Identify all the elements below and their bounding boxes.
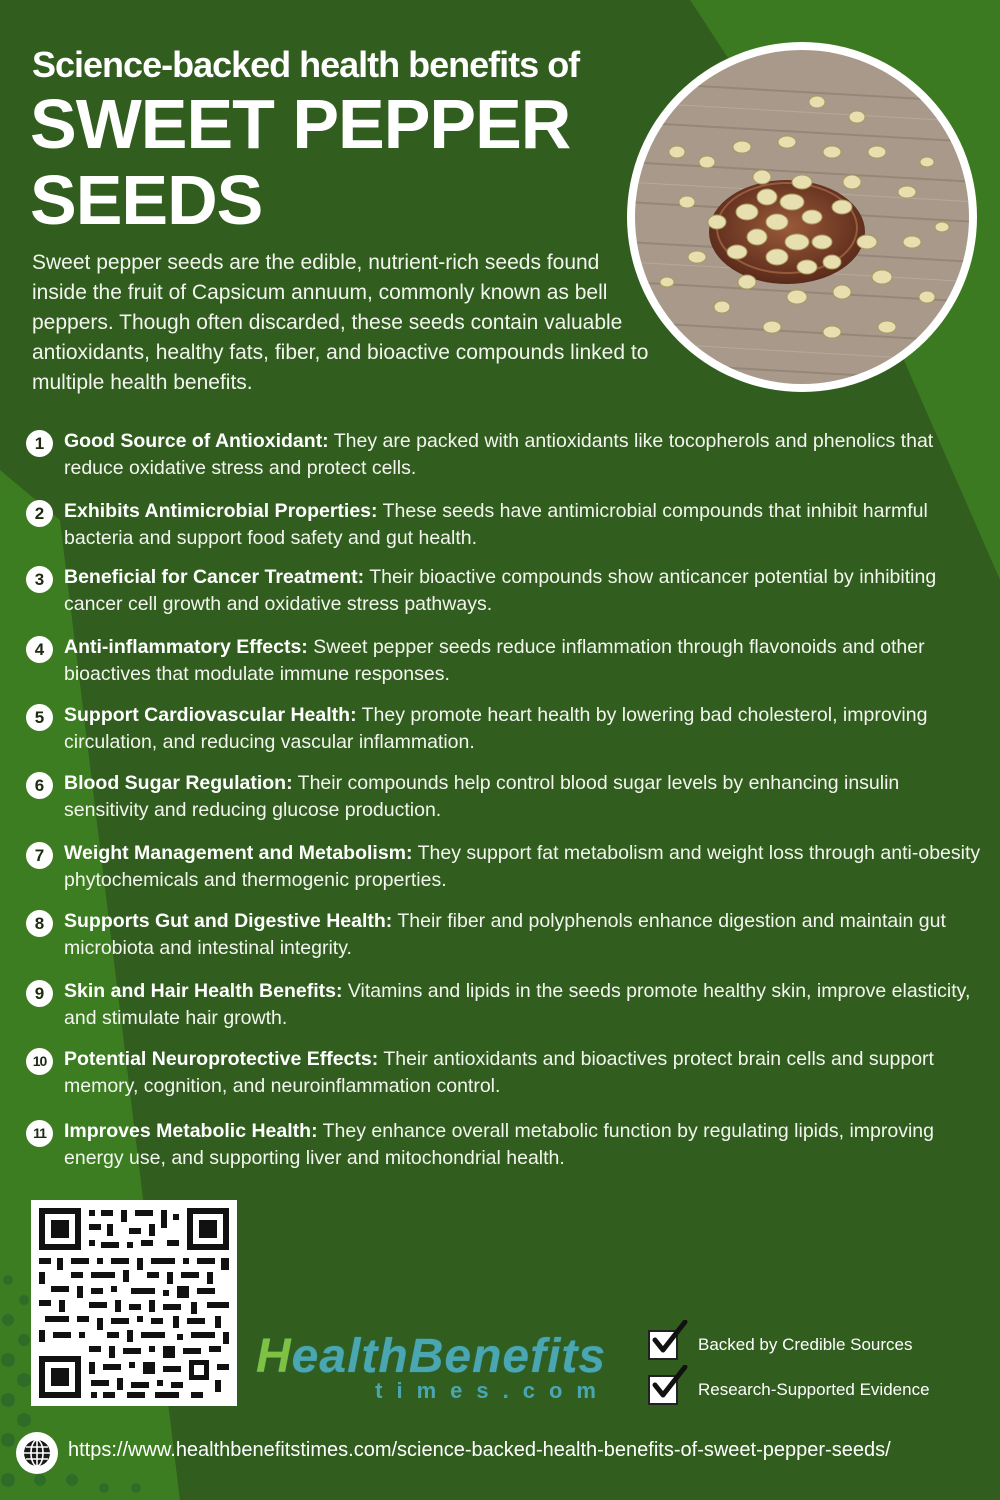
list-item [26,770,986,824]
list-item [26,978,986,1032]
benefit-text: They are packed with antioxidants like tocopherols and phenolics that reduce oxidative stress and protect cells. [64,430,934,479]
logo-rest: ealthBenefits [291,1330,607,1383]
list-item [26,428,986,482]
page-title [30,86,630,238]
benefit-text: They enhance overall metabolic function by regulating lipids, improving energy use, and supporting liver and mitochondrial health. [64,1120,934,1169]
benefit-text: These seeds have antimicrobial compounds that inhibit harmful bacteria and support food safety and gut health. [64,500,928,549]
number-badge: 6 [26,772,53,799]
benefit-title: Weight Management and Metabolism: [64,842,413,864]
number-badge: 7 [26,842,53,869]
checkmark-icon [648,1330,678,1360]
benefit-title: Potential Neuroprotective Effects: [64,1048,379,1070]
number-badge: 9 [26,980,53,1007]
healthbenefits-logo[interactable] [256,1332,616,1404]
checkmark-icon [648,1375,678,1405]
benefit-title: Skin and Hair Health Benefits: [64,980,343,1002]
benefit-title: Exhibits Antimicrobial Properties: [64,500,378,522]
intro-paragraph: Sweet pepper seeds are the edible, nutrient-rich seeds found inside the fruit of Capsicum annuum, commonly known as bell peppers. Though often discarded, these seeds contain valuable antioxidants, healthy fats, fiber, and bioactive compounds linked to multiple health benefits. [32,251,649,394]
benefit-text: Their fiber and polyphenols enhance digestion and maintain gut microbiota and intestinal integrity. [64,910,946,959]
benefit-title: Beneficial for Cancer Treatment: [64,566,365,588]
benefits-list [26,428,986,1172]
number-badge: 3 [26,566,53,593]
logo-wordmark [256,1332,616,1382]
title-line-1: SWEET PEPPER [30,85,571,163]
credible-sources-badge [648,1330,968,1360]
list-item [26,1118,986,1172]
seeds-photo [627,42,977,392]
benefit-title: Improves Metabolic Health: [64,1120,318,1142]
benefit-title: Anti-inflammatory Effects: [64,636,308,658]
benefit-title: Supports Gut and Digestive Health: [64,910,393,932]
benefit-title: Blood Sugar Regulation: [64,772,293,794]
benefit-title: Good Source of Antioxidant: [64,430,329,452]
badge-label: Research-Supported Evidence [698,1380,930,1399]
list-item [26,564,986,618]
research-evidence-badge [648,1375,968,1405]
benefit-text: Sweet pepper seeds reduce inflammation through flavonoids and other bioactives that modulate immune responses. [64,636,925,685]
number-badge: 10 [26,1048,53,1075]
number-badge: 4 [26,636,53,663]
benefit-text: Their compounds help control blood sugar levels by enhancing insulin sensitivity and reducing glucose production. [64,772,900,821]
list-item [26,498,986,552]
list-item [26,1046,986,1100]
benefit-text: They promote heart health by lowering bad cholesterol, improving circulation, and reducing vascular inflammation. [64,704,928,753]
list-item [26,908,986,962]
qr-code[interactable] [31,1200,237,1406]
source-url-link[interactable]: https://www.healthbenefitstimes.com/science-backed-health-benefits-of-sweet-pepper-seeds/ [68,1439,891,1461]
number-badge: 5 [26,704,53,731]
number-badge: 2 [26,500,53,527]
list-item [26,634,986,688]
subtitle: Science-backed health benefits of [32,44,580,85]
benefit-text: Vitamins and lipids in the seeds promote healthy skin, improve elasticity, and stimulate hair growth. [64,980,971,1029]
list-item [26,840,986,894]
title-line-2: SEEDS [30,161,263,239]
benefit-text: Their antioxidants and bioactives protect brain cells and support memory, cognition, and neuroinflammation control. [64,1048,934,1097]
list-item [26,702,986,756]
number-badge: 8 [26,910,53,937]
benefit-text: Their bioactive compounds show anticancer potential by inhibiting cancer cell growth and oxidative stress pathways. [64,566,937,615]
logo-initial: H [256,1330,292,1383]
benefit-text: They support fat metabolism and weight loss through anti-obesity phytochemicals and thermogenic properties. [64,842,981,891]
benefit-title: Support Cardiovascular Health: [64,704,357,726]
globe-icon [16,1432,58,1474]
badge-label: Backed by Credible Sources [698,1335,913,1354]
number-badge: 11 [26,1120,53,1147]
number-badge: 1 [26,430,53,457]
logo-subtext: times.com [375,1378,610,1403]
